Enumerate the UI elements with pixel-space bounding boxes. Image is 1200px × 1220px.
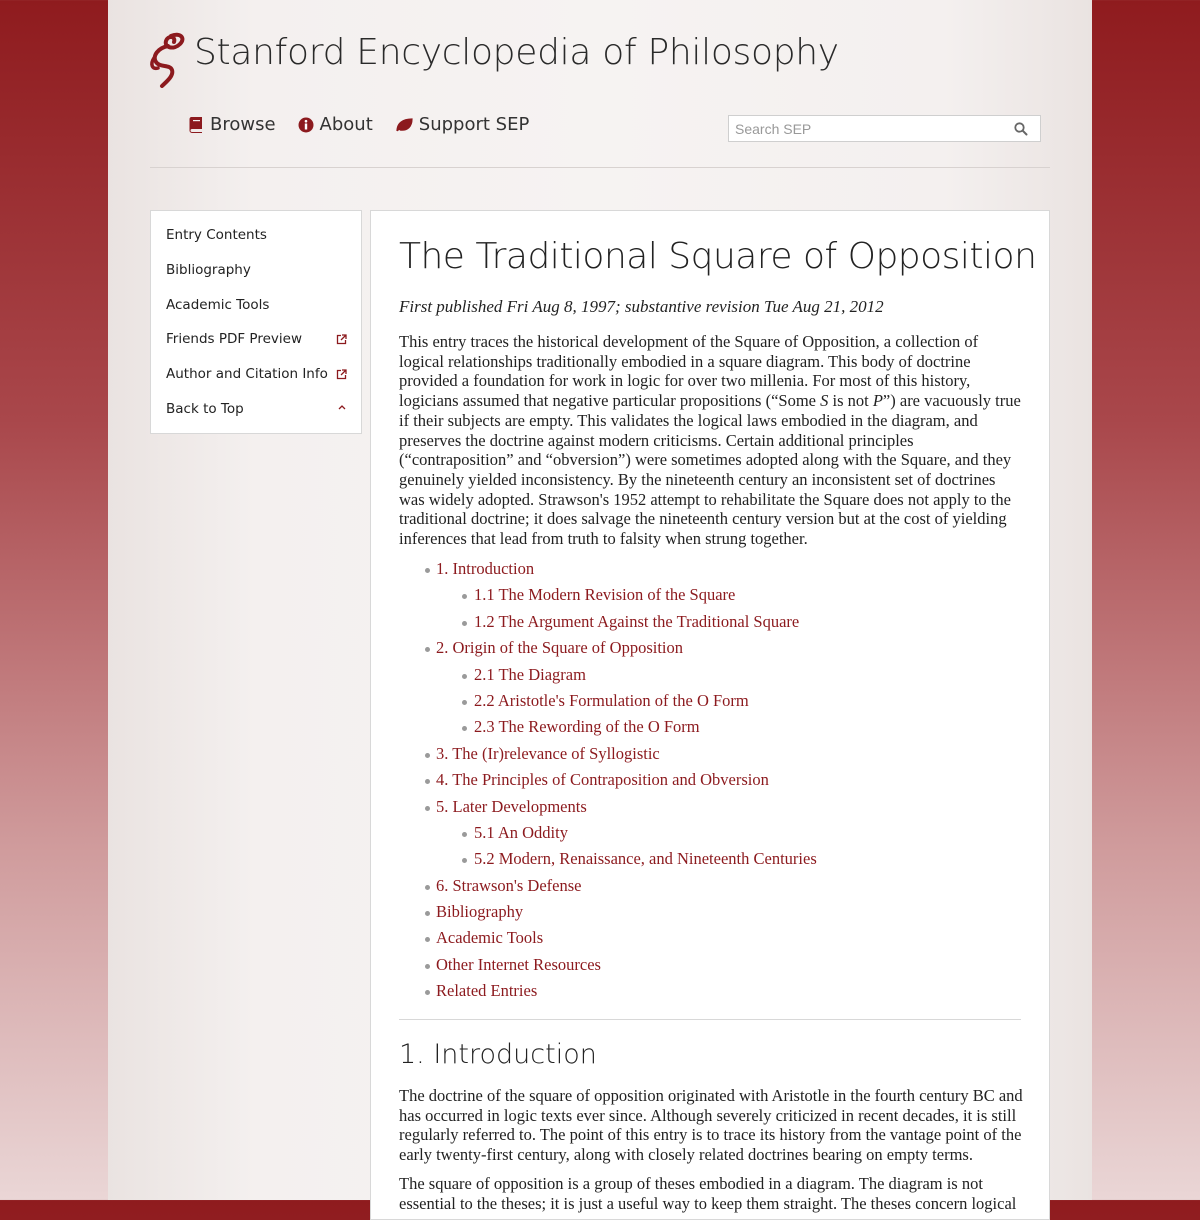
toc-link-label: 2.3 The Rewording of the O Form (474, 717, 700, 737)
main-nav (188, 114, 551, 135)
bullet-icon (462, 594, 467, 599)
toc-link[interactable] (399, 609, 1029, 635)
publication-info: First published Fri Aug 8, 1997; substantive revision Tue Aug 21, 2012 (399, 297, 884, 316)
nav-about[interactable] (298, 114, 373, 135)
toc-link[interactable] (399, 556, 1029, 582)
toc-link-label: 5. Later Developments (436, 796, 587, 816)
page (108, 0, 1092, 1213)
sidebar-item-bibliography[interactable] (151, 253, 361, 288)
toc-link-label: 5.2 Modern, Renaissance, and Nineteenth Centuries (474, 849, 817, 869)
sidebar (150, 210, 362, 434)
toc-link[interactable] (399, 952, 1029, 978)
section-heading-introduction: 1. Introduction (399, 1039, 597, 1070)
sep-logo-icon[interactable] (146, 30, 186, 88)
sidebar-item-label: Academic Tools (166, 296, 270, 313)
toc-link[interactable] (399, 820, 1029, 846)
paragraph: The doctrine of the square of opposition originated with Aristotle in the fourth century BC and has occurred in logic texts ever since. Although severely criticized in recent decades, it is still regularly referred to. The point of this entry is to trace its history from the vantage point of the early twenty-first century, along with closely related doctrines bearing on empty terms. (399, 1086, 1023, 1165)
preamble (399, 332, 1023, 549)
bullet-icon (425, 964, 430, 969)
preamble-text: This entry traces the historical development of the Square of Opposition, a collection of logical relationships traditionally embodied in a square diagram. This body of doctrine provided a foundation for work in logic for over two millenia. For most of this history, logicians assumed that negative particular propositions (“Some (399, 332, 979, 411)
bullet-icon (425, 806, 430, 811)
toc-link-label: Academic Tools (436, 928, 544, 948)
toc-link-label: 4. The Principles of Contraposition and Obversion (436, 770, 769, 790)
nav-about-label: About (319, 114, 373, 135)
bullet-icon (425, 779, 430, 784)
toc-link-label: 1.1 The Modern Revision of the Square (474, 585, 736, 605)
bullet-icon (462, 858, 467, 863)
preamble-text: is not (828, 391, 873, 411)
toc-link-label: 1. Introduction (436, 559, 535, 578)
toc-link-label: Related Entries (436, 981, 538, 1001)
sidebar-item-label: Friends PDF Preview (166, 331, 302, 348)
toc-link[interactable] (399, 635, 1029, 661)
bullet-icon (425, 885, 430, 890)
header-divider (150, 167, 1050, 168)
sidebar-item-label: Back to Top (166, 400, 244, 417)
bullet-icon (425, 911, 430, 916)
nav-support-label: Support SEP (418, 114, 530, 135)
bullet-icon (425, 753, 430, 758)
bullet-icon (425, 937, 430, 942)
toc-link-label: 5.1 An Oddity (474, 822, 568, 842)
search-icon[interactable] (1014, 122, 1028, 136)
toc-link[interactable] (399, 688, 1029, 714)
toc-link[interactable] (399, 714, 1029, 740)
bullet-icon (462, 674, 467, 679)
toc-link[interactable] (399, 846, 1029, 872)
toc-link-label: 2. Origin of the Square of Opposition (436, 638, 684, 658)
toc-link[interactable] (399, 767, 1029, 793)
bullet-icon (462, 621, 467, 626)
content-divider (399, 1019, 1021, 1020)
sidebar-item-back-to-top[interactable] (151, 392, 361, 427)
main-content (370, 210, 1050, 1220)
toc-link[interactable] (399, 582, 1029, 608)
toc-link[interactable] (399, 925, 1029, 951)
bullet-icon (425, 647, 430, 652)
book-icon (188, 116, 204, 133)
sidebar-item-label: Bibliography (166, 261, 251, 278)
sidebar-item-academic-tools[interactable] (151, 288, 361, 323)
bullet-icon (462, 700, 467, 705)
sidebar-item-label: Author and Citation Info (166, 366, 328, 383)
sidebar-item-friends-pdf-preview[interactable] (151, 322, 361, 357)
paragraph: The square of opposition is a group of theses embodied in a diagram. The diagram is not essential to the theses; it is just a useful way to keep them straight. The theses concern logical (399, 1174, 1017, 1213)
toc-link-label: 3. The (Ir)relevance of Syllogistic (436, 743, 660, 763)
nav-browse[interactable] (188, 114, 276, 135)
preamble-text: ”) are vacuously true if their subjects are empty. This validates the logical laws embodied in the diagram, and preserves the doctrine against modern criticisms. Certain additional principles (“contraposition” and “obversion”) were sometimes adopted along with the Square, and they genuinely yielded inconsistency. By the nineteenth century an inconsistent set of doctrines was widely adopted. Strawson's 1952 attempt to rehabilitate the Square does not apply to the traditional doctrine; it does salvage the nineteenth century version but at the cost of yielding inferences that lead from truth to falsity when strung together. (399, 391, 1021, 549)
site-title[interactable]: Stanford Encyclopedia of Philosophy (194, 32, 839, 73)
toc-link-label: 6. Strawson's Defense (436, 875, 582, 895)
toc-link-label: 1.2 The Argument Against the Traditional Square (474, 611, 800, 631)
bullet-icon (462, 832, 467, 837)
toc-link-label: Bibliography (436, 902, 524, 922)
entry-title: The Traditional Square of Opposition (399, 236, 1037, 277)
nav-support[interactable] (395, 114, 530, 135)
nav-browse-label: Browse (210, 114, 276, 135)
preamble-var-p: P (872, 391, 883, 411)
toc-link[interactable] (399, 741, 1029, 767)
external-link-icon (336, 334, 347, 345)
search-input[interactable] (729, 116, 1005, 141)
preamble-var-s: S (820, 391, 829, 411)
toc-link[interactable] (399, 794, 1029, 820)
sidebar-item-entry-contents[interactable] (151, 218, 361, 253)
info-circle-icon (298, 117, 314, 133)
toc-link[interactable] (399, 978, 1029, 1004)
sidebar-item-author-citation-info[interactable] (151, 357, 361, 392)
external-link-icon (336, 369, 347, 380)
toc-link[interactable] (399, 662, 1029, 688)
search-box (728, 115, 1041, 142)
site-header (108, 0, 1092, 170)
chevron-up-icon (338, 403, 346, 411)
bullet-icon (462, 726, 467, 731)
bullet-icon (425, 990, 430, 995)
toc-link-label: 2.1 The Diagram (474, 664, 586, 684)
leaf-icon (395, 117, 413, 133)
bullet-icon (425, 568, 430, 573)
sidebar-item-label: Entry Contents (166, 227, 267, 243)
toc-link[interactable] (399, 873, 1029, 899)
toc-link-label: 2.2 Aristotle's Formulation of the O Form (474, 690, 749, 710)
toc-link[interactable] (399, 899, 1029, 925)
table-of-contents (399, 556, 1029, 1005)
toc-link-label: Other Internet Resources (436, 954, 601, 974)
